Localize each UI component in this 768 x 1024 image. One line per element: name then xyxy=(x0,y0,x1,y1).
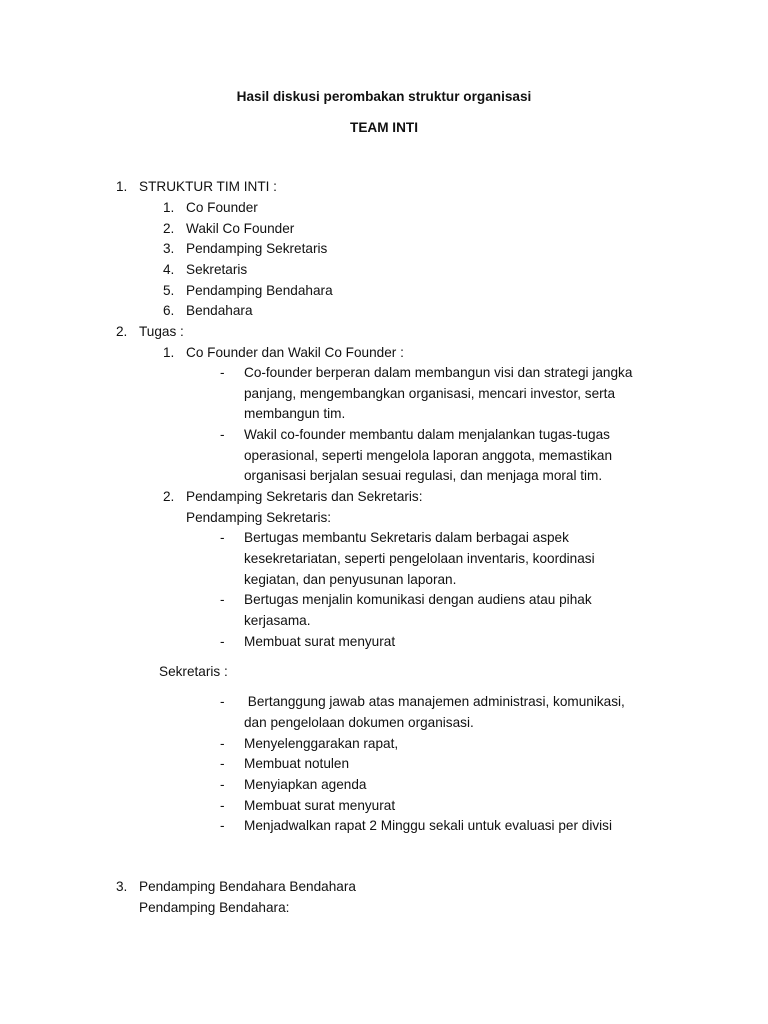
list-item: Pendamping Bendahara xyxy=(186,283,333,298)
pendamping-bendahara-label: Pendamping Bendahara: xyxy=(139,900,290,915)
list-item: Pendamping Sekretaris xyxy=(186,241,328,256)
bullet-text: Membuat surat menyurat xyxy=(244,798,396,813)
bullet-text: Bertugas menjalin komunikasi dengan audiens atau pihak xyxy=(244,592,592,607)
sekretaris-label: Sekretaris : xyxy=(159,664,228,679)
list-item-number: 2. xyxy=(163,221,175,236)
pendamping-sekretaris-label: Pendamping Sekretaris: xyxy=(186,510,332,525)
bullet-text: kegiatan, dan penyusunan laporan. xyxy=(244,572,457,587)
document-subtitle: TEAM INTI xyxy=(350,120,418,135)
section-heading-struktur: STRUKTUR TIM INTI : xyxy=(139,179,277,194)
list-item-number: 1. xyxy=(163,200,175,215)
list-item: Sekretaris xyxy=(186,262,248,277)
bullet-text: Co-founder berperan dalam membangun visi dan strategi jangka xyxy=(244,365,633,380)
bullet-dash: - xyxy=(220,592,225,607)
bullet-text: Membuat notulen xyxy=(244,756,350,771)
bullet-text: panjang, mengembangkan organisasi, mencari investor, serta xyxy=(244,386,616,401)
list-item-number: 3. xyxy=(163,241,175,256)
list-item: Wakil Co Founder xyxy=(186,221,295,236)
list-item-number: 4. xyxy=(163,262,175,277)
bullet-text: Bertanggung jawab atas manajemen administrasi, komunikasi, xyxy=(244,694,625,709)
bullet-text: Wakil co-founder membantu dalam menjalankan tugas-tugas xyxy=(244,427,610,442)
list-item: Bendahara xyxy=(186,303,253,318)
document-title: Hasil diskusi perombakan struktur organisasi xyxy=(236,89,532,104)
bullet-dash: - xyxy=(220,427,225,442)
bullet-dash: - xyxy=(220,530,225,545)
subsection-number: 1. xyxy=(163,345,175,360)
bullet-dash: - xyxy=(220,694,225,709)
bullet-dash: - xyxy=(220,756,225,771)
bullet-dash: - xyxy=(220,798,225,813)
bullet-text: kerjasama. xyxy=(244,613,311,628)
bullet-text: dan pengelolaan dokumen organisasi. xyxy=(244,715,474,730)
section-number: 2. xyxy=(116,324,128,339)
bullet-text: operasional, seperti mengelola laporan anggota, memastikan xyxy=(244,448,613,463)
section-heading-bendahara: Pendamping Bendahara Bendahara xyxy=(139,879,356,894)
bullet-dash: - xyxy=(220,634,225,649)
bullet-text: Bertugas membantu Sekretaris dalam berbagai aspek xyxy=(244,530,569,545)
bullet-dash: - xyxy=(220,736,225,751)
subsection-number: 2. xyxy=(163,489,175,504)
bullet-text: Membuat surat menyurat xyxy=(244,634,396,649)
bullet-dash: - xyxy=(220,365,225,380)
bullet-text: membangun tim. xyxy=(244,406,346,421)
list-item: Co Founder xyxy=(186,200,258,215)
bullet-text: Menjadwalkan rapat 2 Minggu sekali untuk evaluasi per divisi xyxy=(244,818,612,833)
bullet-text: organisasi berjalan sesuai regulasi, dan menjaga moral tim. xyxy=(244,468,603,483)
section-number: 1. xyxy=(116,179,128,194)
list-item-number: 6. xyxy=(163,303,175,318)
section-heading-tugas: Tugas : xyxy=(139,324,184,339)
subsection-heading-sekretaris: Pendamping Sekretaris dan Sekretaris: xyxy=(186,489,423,504)
bullet-dash: - xyxy=(220,818,225,833)
bullet-text: kesekretariatan, seperti pengelolaan inventaris, koordinasi xyxy=(244,551,595,566)
bullet-text: Menyelenggarakan rapat, xyxy=(244,736,399,751)
list-item-number: 5. xyxy=(163,283,175,298)
subsection-heading-cofounder: Co Founder dan Wakil Co Founder : xyxy=(186,345,404,360)
section-number: 3. xyxy=(116,879,128,894)
bullet-dash: - xyxy=(220,777,225,792)
bullet-text: Menyiapkan agenda xyxy=(244,777,367,792)
